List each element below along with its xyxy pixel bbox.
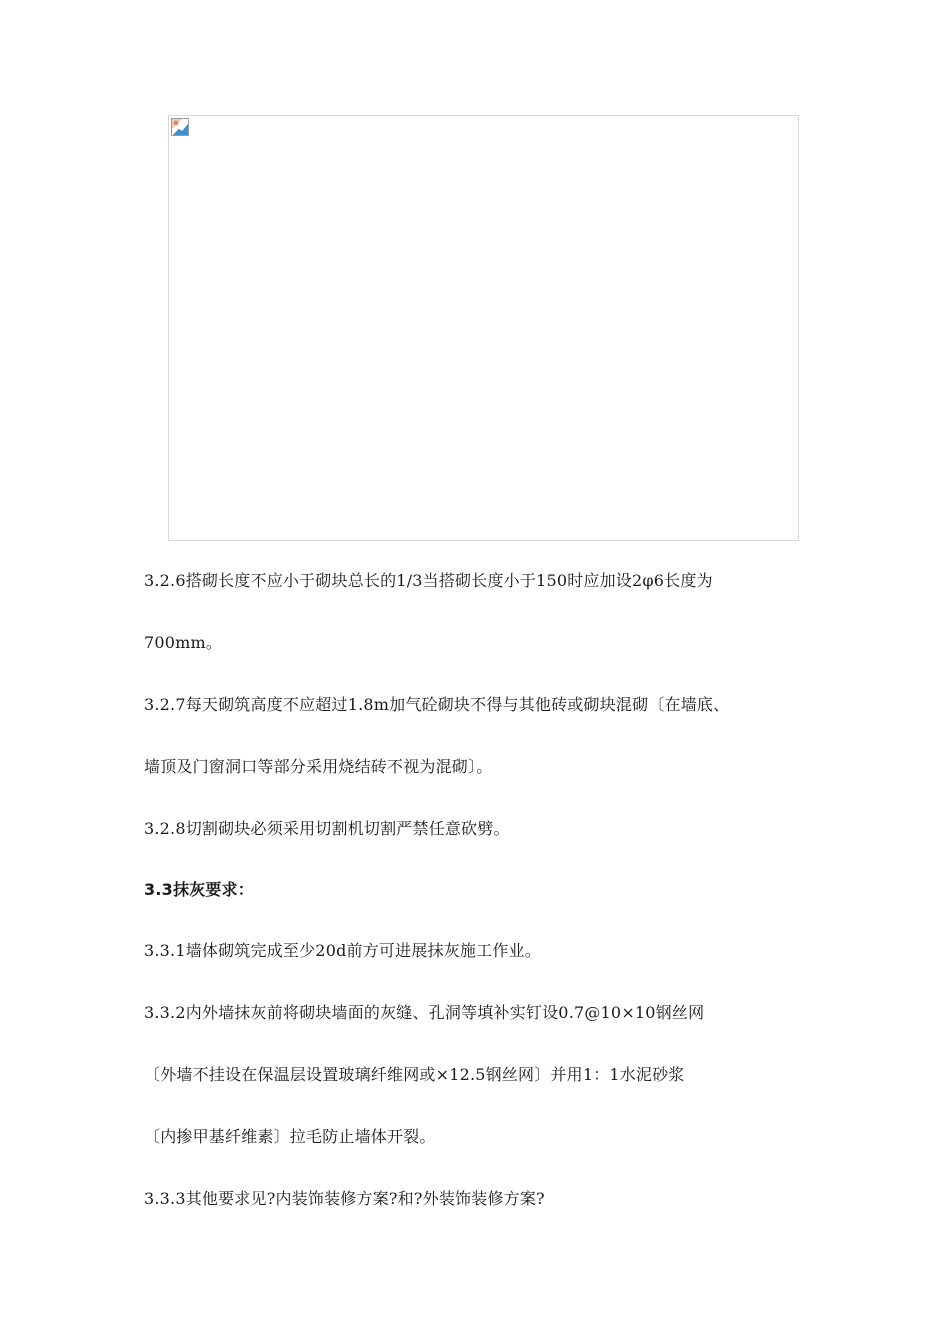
paragraph-3-3-2-continued-2: 〔内掺甲基纤维素〕拉毛防止墙体开裂。 <box>144 1127 436 1146</box>
embedded-image-placeholder <box>168 115 799 541</box>
paragraph-3-2-7: 3.2.7每天砌筑高度不应超过1.8m加气砼砌块不得与其他砖或砌块混砌〔在墙底、 <box>144 695 730 714</box>
paragraph-3-3-2-continued-1: 〔外墙不挂设在保温层设置玻璃纤维网或×12.5钢丝网〕并用1：1水泥砂浆 <box>144 1065 685 1084</box>
paragraph-3-2-8: 3.2.8切割砌块必须采用切割机切割严禁任意砍劈。 <box>144 819 510 838</box>
paragraph-3-2-6-continued: 700mm。 <box>144 633 223 652</box>
paragraph-3-2-7-continued: 墙顶及门窗洞口等部分采用烧结砖不视为混砌〕。 <box>144 757 493 776</box>
section-heading-3-3: 3.3抹灰要求： <box>144 880 254 899</box>
paragraph-3-2-6: 3.2.6搭砌长度不应小于砌块总长的1/3当搭砌长度小于150时应加设2φ6长度为 <box>144 571 713 590</box>
broken-image-icon <box>171 118 189 136</box>
paragraph-3-3-3: 3.3.3其他要求见?内装饰装修方案?和?外装饰装修方案? <box>144 1189 545 1208</box>
paragraph-3-3-1: 3.3.1墙体砌筑完成至少20d前方可进展抹灰施工作业。 <box>144 941 541 960</box>
paragraph-3-3-2: 3.3.2内外墙抹灰前将砌块墙面的灰缝、孔洞等填补实钉设0.7@10×10钢丝网 <box>144 1003 705 1022</box>
